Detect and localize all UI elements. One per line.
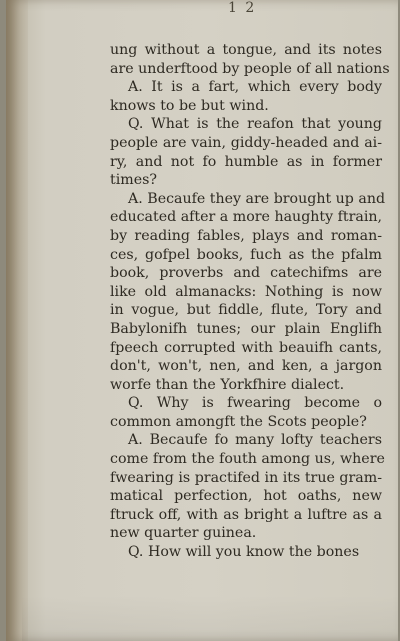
text-line: ftruck off, with as bright a luftre as a bbox=[110, 506, 382, 523]
text-line: ung without a tongue, and its notes bbox=[110, 42, 382, 58]
text-line: worfe than the Yorkfhire dialect. bbox=[110, 376, 345, 393]
text-line: fwearing is practifed in its true gram- bbox=[110, 469, 382, 486]
text-line: in vogue, but fiddle, flute, Tory and bbox=[110, 302, 382, 319]
text-line: are underftood by people of all nations bbox=[110, 60, 390, 77]
text-line: by reading fables, plays and roman- bbox=[110, 227, 382, 244]
text-line: times? bbox=[110, 172, 157, 189]
text-line: come from the fouth among us, where bbox=[110, 451, 385, 468]
text-line: like old almanacks: Nothing is now bbox=[110, 283, 382, 300]
text-line: people are vain, giddy-headed and ai- bbox=[110, 134, 382, 151]
text-line: book, proverbs and catechifms are bbox=[110, 265, 382, 282]
book-page bbox=[6, 0, 398, 641]
text-line: ces, gofpel books, fuch as the pfalm bbox=[110, 246, 382, 263]
page-number: 1 2 bbox=[228, 0, 257, 16]
text-line: A. Becaufe fo many lofty teachers bbox=[128, 432, 382, 449]
body-text bbox=[110, 41, 390, 562]
text-line: Q. How will you know the bones bbox=[128, 544, 360, 561]
text-line: Babylonifh tunes; our plain Englifh bbox=[110, 320, 382, 337]
text-line: common amongft the Scots people? bbox=[110, 413, 367, 430]
text-line: A. It is a fart, which every body bbox=[128, 79, 382, 96]
text-line: Q. What is the reafon that young bbox=[128, 116, 382, 133]
text-line: Q. Why is fwearing become o bbox=[128, 395, 382, 412]
text-line: educated after a more haughty ftrain, bbox=[110, 209, 383, 226]
text-line: don't, won't, nen, and ken, a jargon bbox=[110, 358, 382, 375]
text-line: new quarter guinea. bbox=[110, 525, 257, 542]
text-line: knows to be but wind. bbox=[110, 97, 269, 114]
text-line: A. Becaufe they are brought up and bbox=[128, 190, 386, 207]
text-line: fpeech corrupted with beauifh cants, bbox=[110, 339, 382, 356]
text-line: matical perfection, hot oaths, new bbox=[110, 488, 382, 505]
text-line: ry, and not fo humble as in former bbox=[110, 153, 382, 170]
